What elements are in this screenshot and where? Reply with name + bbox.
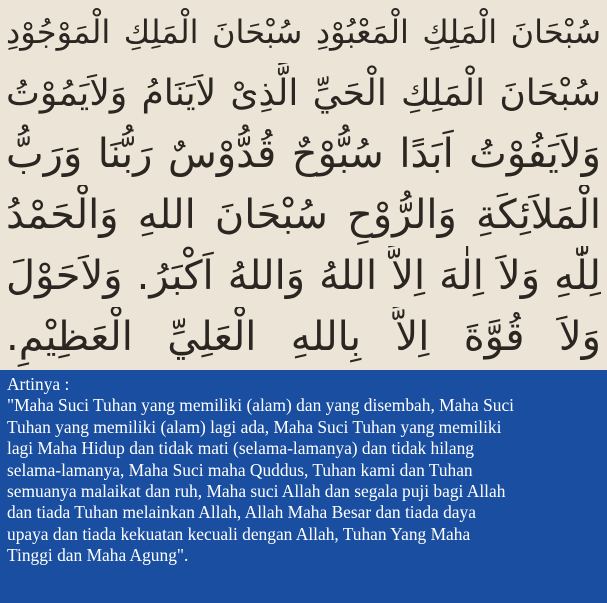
translation-block	[7, 374, 601, 599]
translation-line-1: "Maha Suci Tuhan yang memiliki (alam) dan yang disembah, Maha Suci	[7, 395, 514, 416]
translation-line-2: Tuhan yang memiliki (alam) lagi ada, Maha Suci Tuhan yang memiliki	[7, 416, 502, 437]
arabic-line-6: وَلاَ قُوَّةَ اِلاَّ بِاللهِ الْعَلِيِّ الْعَظِيْمِ.	[6, 314, 601, 360]
arabic-line-2: سُبْحَانَ الْمَلِكِ الْحَيِّ الَّذِىْ لاَيَنَامُ وَلاَيَمُوْتُ	[6, 73, 601, 114]
translation-line-4: selama-lamanya, Maha Suci maha Quddus, Tuhan kami dan Tuhan	[7, 459, 473, 480]
translation-line-6: dan tiada Tuhan melainkan Allah, Allah Maha Besar dan tiada daya	[7, 502, 476, 523]
arabic-line-3: وَلاَيَفُوْتُ اَبَدًا سُبُّوْحٌ قُدُّوْسٌ رَبُّنَا وَرَبُّ	[6, 131, 601, 177]
translation-line-3: lagi Maha Hidup dan tidak mati (selama-lamanya) dan tidak hilang	[7, 438, 474, 459]
arabic-line-4: الْمَلاَئِكَةِ وَالرُّوْحِ سُبْحَانَ اللهِ وَالْحَمْدُ	[6, 192, 601, 238]
translation-line-7: upaya dan tiada kekuatan kecuali dengan Allah, Tuhan Yang Maha	[7, 523, 471, 544]
translation-line-5: semuanya malaikat dan ruh, Maha suci Allah dan segala puji bagi Allah	[7, 481, 506, 502]
arabic-line-1: سُبْحَانَ الْمَلِكِ الْمَعْبُوْدِ سُبْحَانَ الْمَلِكِ الْمَوْجُوْدِ	[6, 13, 601, 51]
translation-line-8: Tinggi dan Maha Agung".	[7, 545, 189, 566]
translation-heading: Artinya :	[7, 374, 70, 394]
arabic-text-block	[6, 2, 601, 368]
arabic-line-5: لِلّٰهِ وَلاَ اِلٰهَ اِلاَّ اللهُ وَاللهُ اَكْبَرُ. وَلاَحَوْلَ	[6, 253, 601, 299]
